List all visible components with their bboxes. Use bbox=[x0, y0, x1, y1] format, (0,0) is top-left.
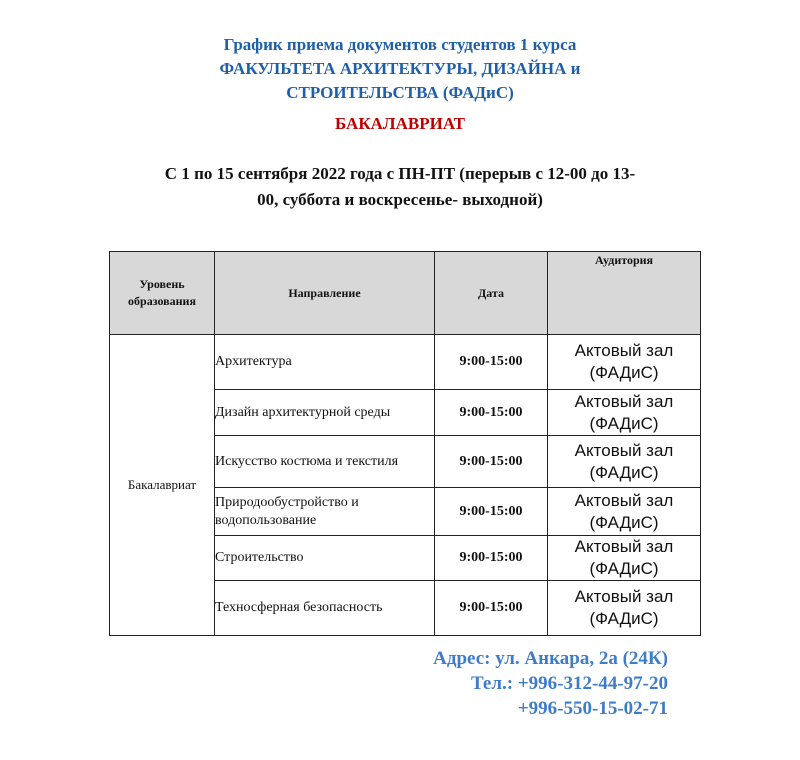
schedule-table bbox=[109, 251, 701, 636]
contact-phone-2: +996-550-15-02-71 bbox=[517, 698, 668, 719]
room-cell: Актовый зал (ФАДиС) bbox=[548, 581, 701, 636]
time-cell: 9:00-15:00 bbox=[435, 536, 548, 581]
column-header-direction: Направление bbox=[215, 252, 435, 335]
time-cell: 9:00-15:00 bbox=[435, 488, 548, 536]
room-cell: Актовый зал (ФАДиС) bbox=[548, 488, 701, 536]
direction-cell: Техносферная безопасность bbox=[215, 581, 435, 636]
schedule-period bbox=[0, 161, 800, 213]
time-cell: 9:00-15:00 bbox=[435, 335, 548, 390]
room-cell: Актовый зал (ФАДиС) bbox=[548, 335, 701, 390]
time-cell: 9:00-15:00 bbox=[435, 436, 548, 488]
room-cell: Актовый зал (ФАДиС) bbox=[548, 390, 701, 436]
education-level-heading: БАКАЛАВРИАТ bbox=[335, 114, 465, 133]
doc-title-line3: СТРОИТЕЛЬСТВА (ФАДиС) bbox=[286, 83, 514, 102]
column-header-level: Уровень образования bbox=[110, 252, 215, 335]
contact-address: Адрес: ул. Анкара, 2а (24К) bbox=[433, 648, 668, 669]
level-cell: Бакалавриат bbox=[110, 335, 215, 636]
time-cell: 9:00-15:00 bbox=[435, 581, 548, 636]
direction-cell: Архитектура bbox=[215, 335, 435, 390]
schedule-period-line2: 00, суббота и воскресенье- выходной) bbox=[257, 190, 543, 209]
time-cell: 9:00-15:00 bbox=[435, 390, 548, 436]
direction-cell: Природообустройство и водопользование bbox=[215, 488, 435, 536]
column-header-room: Аудитория bbox=[548, 252, 701, 335]
direction-cell: Искусство костюма и текстиля bbox=[215, 436, 435, 488]
doc-title-line2: ФАКУЛЬТЕТА АРХИТЕКТУРЫ, ДИЗАЙНА и bbox=[219, 59, 581, 78]
room-cell: Актовый зал (ФАДиС) bbox=[548, 536, 701, 581]
direction-cell: Дизайн архитектурной среды bbox=[215, 390, 435, 436]
doc-title-line1: График приема документов студентов 1 курса bbox=[223, 35, 577, 54]
room-cell: Актовый зал (ФАДиС) bbox=[548, 436, 701, 488]
schedule-period-line1: С 1 по 15 сентября 2022 года с ПН-ПТ (перерыв с 12-00 до 13- bbox=[164, 164, 636, 183]
table-header-row bbox=[110, 252, 701, 335]
column-header-date: Дата bbox=[435, 252, 548, 335]
contact-phone-1: Тел.: +996-312-44-97-20 bbox=[470, 673, 668, 694]
direction-cell: Строительство bbox=[215, 536, 435, 581]
table-row bbox=[110, 335, 701, 390]
